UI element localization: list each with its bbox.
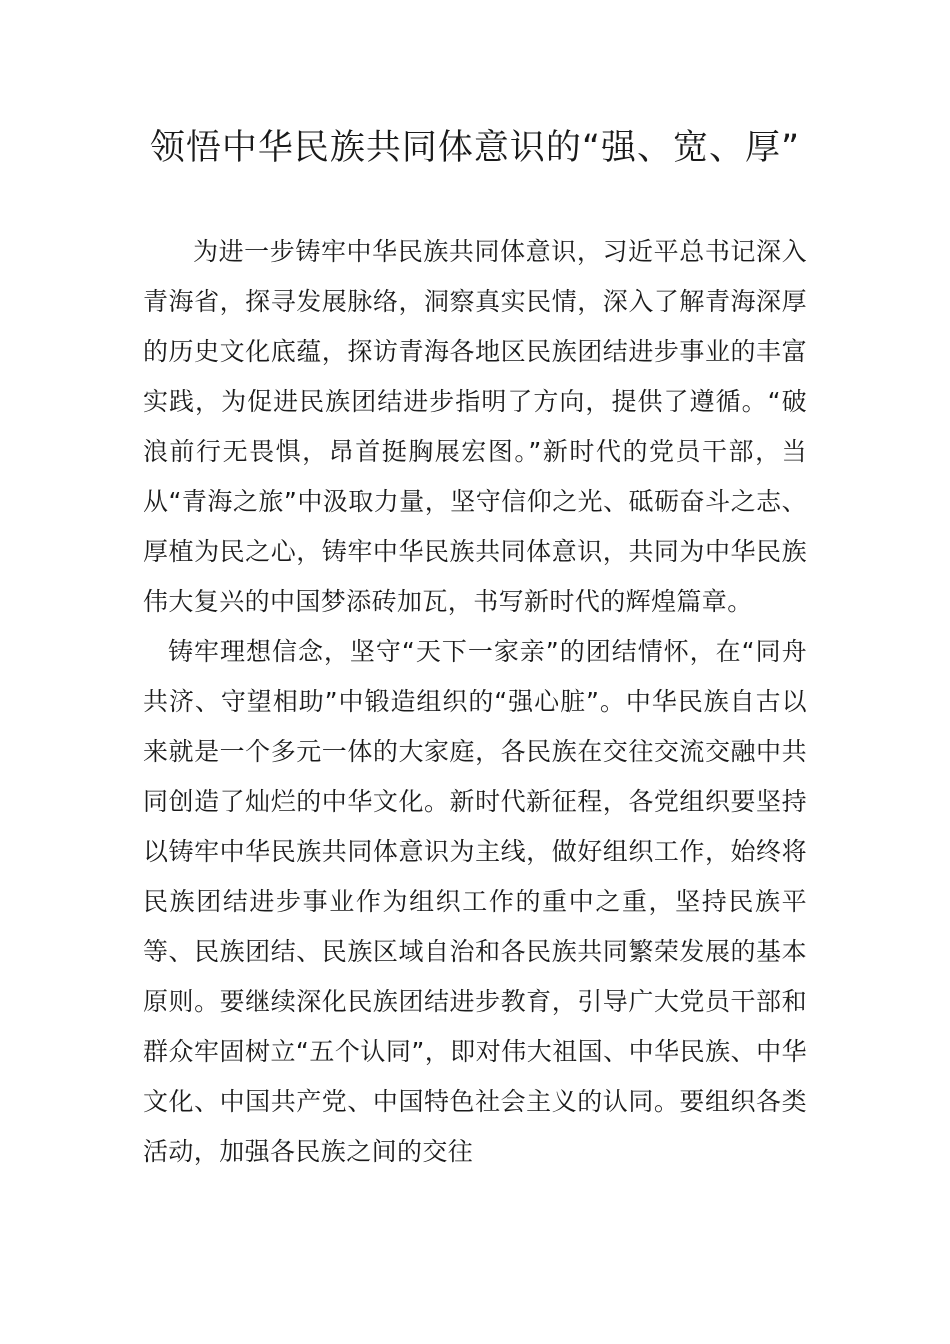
document-body [143, 227, 807, 1177]
document-title: 领悟中华民族共同体意识的“强、宽、厚” [149, 128, 801, 168]
paragraph-intro: 为进一步铸牢中华民族共同体意识，习近平总书记深入青海省，探寻发展脉络，洞察真实民情，深入了解青海深厚的历史文化底蕴，探访青海各地区民族团结进步事业的丰富实践，为促进民族团结进步指明了方向，提供了遵循。“破浪前行无畏惧，昂首挺胸展宏图。”新时代的党员干部，当从“青海之旅”中汲取力量，坚守信仰之光、砥砺奋斗之志、厚植为民之心，铸牢中华民族共同体意识，共同为中华民族伟大复兴的中国梦添砖加瓦，书写新时代的辉煌篇章。 [143, 237, 807, 616]
paragraph-ideals: 铸牢理想信念，坚守“天下一家亲”的团结情怀，在“同舟共济、守望相助”中锻造组织的“强心脏”。中华民族自古以来就是一个多元一体的大家庭，各民族在交往交流交融中共同创造了灿烂的中华文化。新时代新征程，各党组织要坚持以铸牢中华民族共同体意识为主线，做好组织工作，始终将民族团结进步事业作为组织工作的重中之重，坚持民族平等、民族团结、民族区域自治和各民族共同繁荣发展的基本原则。要继续深化民族团结进步教育，引导广大党员干部和群众牢固树立“五个认同”，即对伟大祖国、中华民族、中华文化、中国共产党、中国特色社会主义的认同。要组织各类活动，加强各民族之间的交往 [143, 637, 807, 1166]
